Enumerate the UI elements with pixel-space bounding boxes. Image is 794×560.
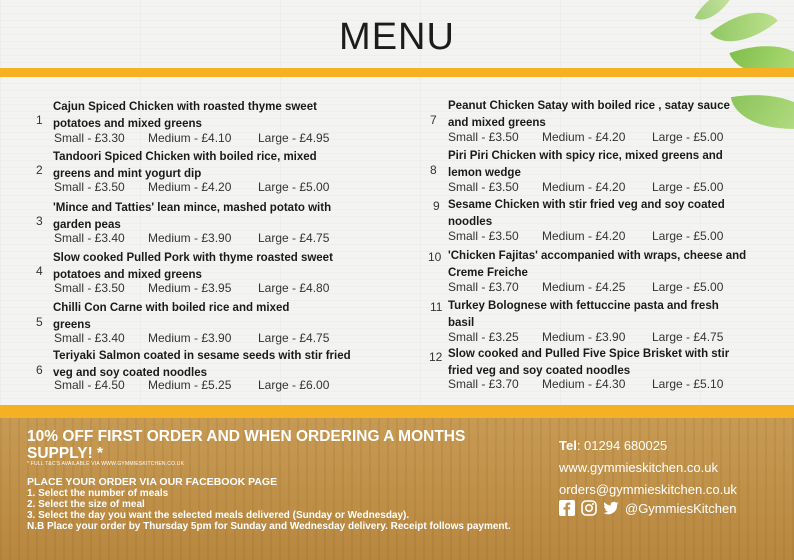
price-large: Large - £5.00 xyxy=(652,280,724,294)
price-small: Small - £3.50 xyxy=(448,130,519,144)
item-description: Chilli Con Carne with boiled rice and mixed greens xyxy=(53,302,290,331)
item-number: 5 xyxy=(36,315,43,329)
social-links xyxy=(559,500,736,516)
item-description: Slow cooked and Pulled Five Spice Brisket with stir fried veg and soy coated noodles xyxy=(448,348,730,377)
price-large: Large - £4.75 xyxy=(652,330,724,344)
price-medium: Medium - £3.95 xyxy=(148,281,232,295)
price-small: Small - £3.50 xyxy=(448,180,519,194)
price-small: Small - £3.40 xyxy=(54,331,125,345)
footer-panel xyxy=(0,418,794,560)
email-link[interactable]: orders@gymmieskitchen.co.uk xyxy=(559,482,737,497)
instagram-icon[interactable] xyxy=(581,500,597,516)
item-number: 10 xyxy=(428,250,442,264)
price-small: Small - £3.50 xyxy=(54,281,125,295)
price-medium: Medium - £4.20 xyxy=(542,180,626,194)
twitter-icon[interactable] xyxy=(603,500,619,516)
item-description: 'Mince and Tatties' lean mince, mashed potato with garden peas xyxy=(53,202,332,231)
item-number: 2 xyxy=(36,163,43,177)
price-large: Large - £4.75 xyxy=(258,331,330,345)
order-steps xyxy=(27,488,547,532)
item-description: Sesame Chicken with stir fried veg and soy coated noodles xyxy=(448,199,725,228)
item-description: Cajun Spiced Chicken with roasted thyme sweet potatoes and mixed greens xyxy=(53,101,317,130)
price-medium: Medium - £3.90 xyxy=(542,330,626,344)
item-description: Turkey Bolognese with fettuccine pasta and fresh basil xyxy=(448,300,719,329)
item-number: 8 xyxy=(430,163,437,177)
price-small: Small - £3.70 xyxy=(448,280,519,294)
price-small: Small - £3.40 xyxy=(54,231,125,245)
website-link[interactable]: www.gymmieskitchen.co.uk xyxy=(559,460,718,475)
item-description: Slow cooked Pulled Pork with thyme roasted sweet potatoes and mixed greens xyxy=(53,252,333,281)
price-small: Small - £3.25 xyxy=(448,330,519,344)
item-number: 9 xyxy=(433,199,440,213)
item-description: Tandoori Spiced Chicken with boiled rice, mixed greens and mint yogurt dip xyxy=(53,151,317,180)
social-handle: @GymmiesKitchen xyxy=(625,500,737,516)
price-medium: Medium - £4.20 xyxy=(542,130,626,144)
item-number: 4 xyxy=(36,264,43,278)
order-step: N.B Place your order by Thursday 5pm for Sunday and Wednesday delivery. Receipt follows payment. xyxy=(27,521,511,532)
tel-number: : 01294 680025 xyxy=(576,438,668,453)
tel-label: Tel xyxy=(559,438,577,453)
price-medium: Medium - £4.20 xyxy=(542,229,626,243)
price-medium: Medium - £5.25 xyxy=(148,378,232,392)
bottom-divider xyxy=(0,405,794,418)
price-large: Large - £4.80 xyxy=(258,281,330,295)
item-number: 7 xyxy=(430,113,437,127)
price-medium: Medium - £3.90 xyxy=(148,231,232,245)
item-description: Piri Piri Chicken with spicy rice, mixed greens and lemon wedge xyxy=(448,150,723,179)
price-large: Large - £4.75 xyxy=(258,231,330,245)
price-large: Large - £5.10 xyxy=(652,377,724,391)
item-number: 6 xyxy=(36,363,43,377)
price-small: Small - £3.50 xyxy=(54,180,125,194)
price-medium: Medium - £4.20 xyxy=(148,180,232,194)
price-large: Large - £5.00 xyxy=(652,229,724,243)
item-description: Teriyaki Salmon coated in sesame seeds with stir fried veg and soy coated noodles xyxy=(53,350,351,379)
price-medium: Medium - £4.25 xyxy=(542,280,626,294)
page-title: MENU xyxy=(339,16,455,58)
terms-note: * FULL T&C'S AVAILABLE VIA WWW.GYMMIESKITCHEN.CO.UK xyxy=(27,461,185,467)
price-large: Large - £5.00 xyxy=(258,180,330,194)
item-number: 3 xyxy=(36,214,43,228)
item-number: 1 xyxy=(36,113,43,127)
promo-banner: 10% OFF FIRST ORDER AND WHEN ORDERING A MONTHS SUPPLY! * xyxy=(27,428,466,462)
item-number: 12 xyxy=(429,350,443,364)
price-small: Small - £3.70 xyxy=(448,377,519,391)
order-step: 2. Select the size of meal xyxy=(27,499,145,510)
item-description: 'Chicken Fajitas' accompanied with wraps, cheese and Creme Freiche xyxy=(448,250,747,279)
price-medium: Medium - £4.10 xyxy=(148,131,232,145)
price-small: Small - £3.30 xyxy=(54,131,125,145)
price-medium: Medium - £3.90 xyxy=(148,331,232,345)
order-step: 1. Select the number of meals xyxy=(27,488,169,499)
price-large: Large - £6.00 xyxy=(258,378,330,392)
price-large: Large - £5.00 xyxy=(652,180,724,194)
item-number: 11 xyxy=(430,300,443,314)
price-large: Large - £4.95 xyxy=(258,131,330,145)
price-large: Large - £5.00 xyxy=(652,130,724,144)
order-step: 3. Select the day you want the selected meals delivered (Sunday or Wednesday). xyxy=(27,510,410,521)
item-description: Peanut Chicken Satay with boiled rice , satay sauce and mixed greens xyxy=(448,100,730,129)
phone-line xyxy=(559,438,667,453)
price-small: Small - £4.50 xyxy=(54,378,125,392)
top-divider xyxy=(0,68,794,77)
order-heading: PLACE YOUR ORDER VIA OUR FACEBOOK PAGE xyxy=(27,476,278,488)
price-medium: Medium - £4.30 xyxy=(542,377,626,391)
facebook-icon[interactable] xyxy=(559,500,575,516)
price-small: Small - £3.50 xyxy=(448,229,519,243)
